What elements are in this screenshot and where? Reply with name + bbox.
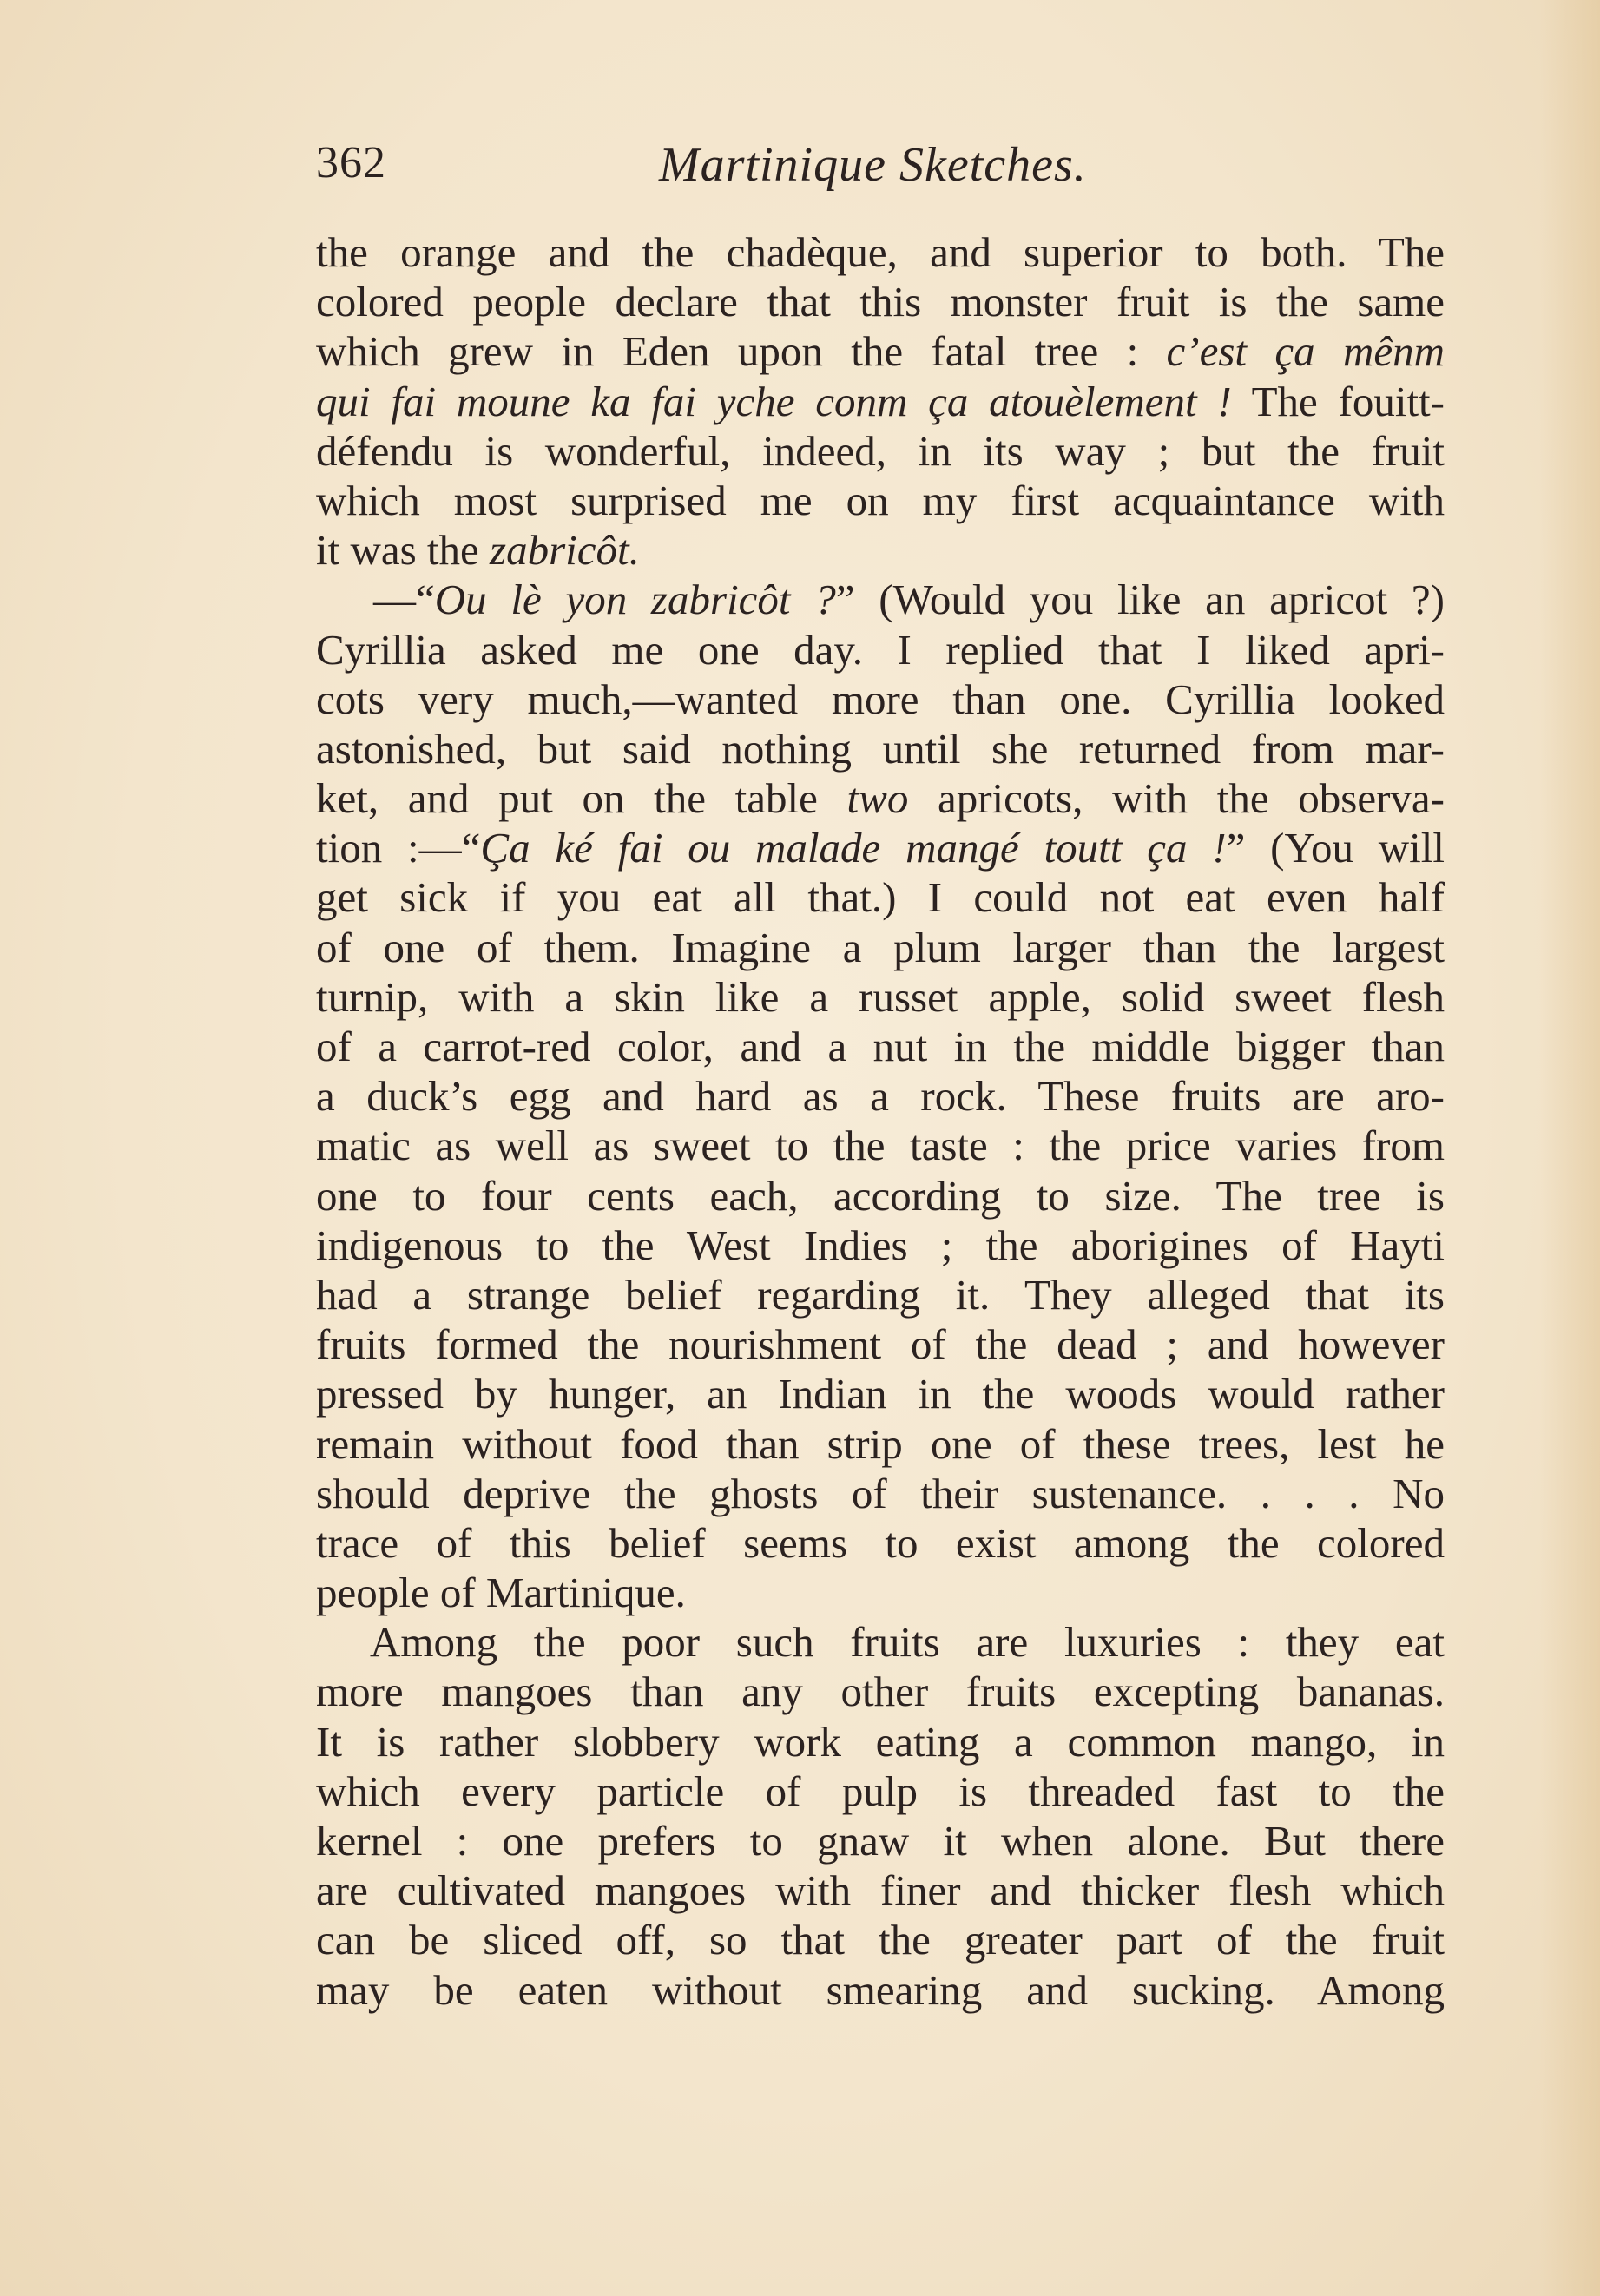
text-line: turnip, with a skin like a russet apple, solid sweet flesh: [316, 972, 1445, 1021]
text-run: apricots, with the observa-: [908, 774, 1445, 823]
text-line: défendu is wonderful, indeed, in its way ; but the fruit: [316, 426, 1445, 475]
text-run: —“: [373, 576, 435, 624]
text-run: ” (You will: [1226, 824, 1445, 872]
text-line: indigenous to the West Indies ; the aborigines of Hayti: [316, 1220, 1445, 1269]
text-line: It is rather slobbery work eating a common mango, in: [316, 1717, 1445, 1766]
text-line: can be sliced off, so that the greater part of the fruit: [316, 1916, 1445, 1964]
text-run: The fouitt-: [1231, 377, 1445, 425]
creole-phrase: qui fai moune ka fai yche conm ça atouèlement !: [316, 377, 1232, 425]
text-line: should deprive the ghosts of their sustenance. . . . No: [316, 1469, 1445, 1517]
text-line: matic as well as sweet to the taste : the price varies from: [316, 1122, 1445, 1170]
text-line: get sick if you eat all that.) I could not eat even half: [316, 873, 1445, 922]
text-line: which most surprised me on my first acquaintance with: [316, 476, 1445, 524]
text-line: trace of this belief seems to exist among the colored: [316, 1518, 1445, 1567]
creole-word: zabricôt.: [490, 526, 640, 575]
text-line: [316, 377, 1445, 426]
creole-phrase: Ça ké fai ou malade mangé toutt ça !: [480, 824, 1227, 872]
text-line: [316, 326, 1445, 376]
text-line: had a strange belief regarding it. They alleged that its: [316, 1270, 1445, 1319]
text-line: Among the poor such fruits are luxuries : they eat: [370, 1618, 1445, 1667]
text-line: of a carrot-red color, and a nut in the middle bigger than: [316, 1023, 1445, 1070]
text-line: colored people declare that this monster fruit is the same: [316, 278, 1445, 326]
text-line: Cyrillia asked me one day. I replied that I liked apri-: [316, 625, 1445, 674]
creole-phrase: Ou lè yon zabricôt ?: [434, 576, 836, 624]
text-line: which every particle of pulp is threaded fast to the: [316, 1766, 1445, 1815]
text-run: ” (Would you like an apricot ?): [835, 576, 1445, 624]
text-run: it was the: [316, 526, 491, 575]
text-line: [316, 525, 1445, 575]
text-line: remain without food than strip one of these trees, lest he: [316, 1419, 1445, 1468]
body-text: [316, 227, 1445, 2015]
text-line: people of Martinique.: [316, 1569, 686, 1617]
text-line: more mangoes than any other fruits excepting bananas.: [316, 1668, 1445, 1716]
text-line: are cultivated mangoes with finer and thicker flesh which: [316, 1866, 1445, 1915]
text-run: tion :—“: [316, 824, 481, 872]
text-line: [316, 575, 1445, 624]
text-line: of one of them. Imagine a plum larger than the largest: [316, 923, 1445, 971]
text-line: astonished, but said nothing until she returned from mar-: [316, 724, 1445, 773]
text-line: a duck’s egg and hard as a rock. These fruits are aro-: [316, 1072, 1445, 1121]
text-run: which grew in Eden upon the fatal tree :: [316, 327, 1167, 376]
page-number: 362: [316, 138, 386, 187]
text-run: ket, and put on the table: [316, 774, 847, 823]
page-header: [316, 137, 1450, 198]
emphasis-word: two: [846, 774, 909, 823]
creole-phrase: c’est ça mênm: [1166, 327, 1445, 376]
text-line: kernel : one prefers to gnaw it when alone. But there: [316, 1817, 1445, 1865]
text-line: the orange and the chadèque, and superior to both. The: [316, 228, 1445, 276]
text-line: fruits formed the nourishment of the dead ; and however: [316, 1320, 1445, 1369]
text-line: one to four cents each, according to size. The tree is: [316, 1171, 1445, 1220]
running-title: Martinique Sketches.: [659, 138, 1087, 192]
text-line: may be eaten without smearing and sucking. Among: [316, 1965, 1445, 2014]
text-line: pressed by hunger, an Indian in the woods would rather: [316, 1370, 1445, 1418]
text-line: [316, 823, 1445, 872]
text-line: [316, 773, 1445, 823]
text-line: cots very much,—wanted more than one. Cyrillia looked: [316, 674, 1445, 723]
